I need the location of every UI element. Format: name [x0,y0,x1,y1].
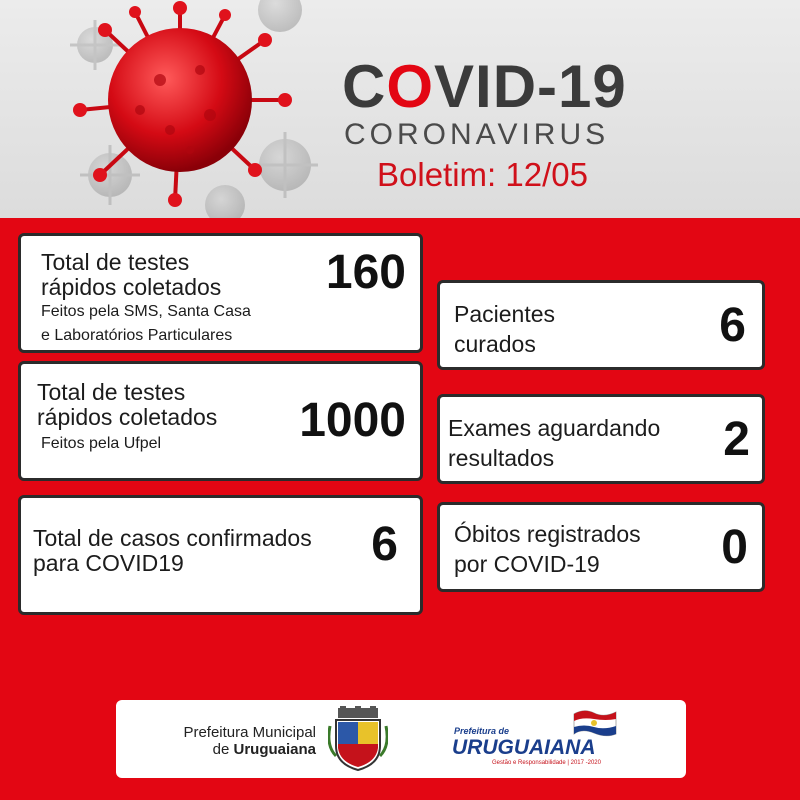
org-line: Prefeitura Municipal [183,724,316,741]
note-line: Feitos pela Ufpel [41,435,162,452]
logo-prefix: Prefeitura de [454,726,510,736]
logo-tagline: Gestão e Responsabilidade | 2017 -2020 [492,760,601,766]
card-value: 160 [325,246,406,299]
card-label [33,526,353,576]
uruguaiana-logo [454,708,634,770]
card-value: 6 [371,518,398,571]
logo-name: URUGUAIANA [452,736,596,759]
city-coat-of-arms-icon [328,706,388,772]
footer-logos [116,700,686,778]
label-line: Exames aguardando [448,415,661,441]
label-line: Total de testes [41,249,190,275]
note-line: e Laboratórios Particulares [41,327,233,344]
card-deaths [437,502,765,592]
note-line: Feitos pela SMS, Santa Casa [41,303,251,320]
card-confirmed-cases [18,495,423,615]
title-part: VID-19 [434,53,627,120]
card-value: 0 [721,521,748,574]
card-recovered [437,280,765,370]
title-accent-letter: O [386,53,435,120]
uruguaiana-flag-logo-icon [572,708,618,738]
label-line: Total de casos confirmados [33,525,312,551]
label-line: por COVID-19 [454,551,600,577]
org-prefix: de [212,741,234,758]
label-line: resultados [448,445,555,471]
card-label [37,380,287,430]
label-line: Óbitos registrados [454,521,641,547]
card-label [454,519,704,579]
label-line: Pacientes [454,301,556,327]
card-tests-ufpel [18,361,423,481]
card-label [41,250,301,300]
card-pending-exams [437,394,765,484]
bulletin-date: Boletim: 12/05 [377,156,588,193]
card-value: 2 [723,413,750,466]
page-subtitle: CORONAVIRUS [344,118,610,151]
label-line: rápidos coletados [37,404,218,430]
org-line [158,741,316,758]
header-banner [0,0,800,218]
label-line: curados [454,331,536,357]
municipality-name [158,724,316,758]
label-line: Total de testes [37,379,186,405]
card-label [454,299,654,359]
org-city: Uruguaiana [233,741,316,758]
label-line: para COVID19 [33,550,184,576]
label-line: rápidos coletados [41,274,222,300]
title-part: C [342,53,387,120]
card-note [41,300,321,348]
card-value: 6 [719,299,746,352]
card-note [41,432,241,456]
card-label [448,413,718,473]
page-title [342,53,672,120]
card-tests-sms [18,233,423,353]
coronavirus-illustration-icon [0,0,330,218]
card-value: 1000 [299,394,406,447]
